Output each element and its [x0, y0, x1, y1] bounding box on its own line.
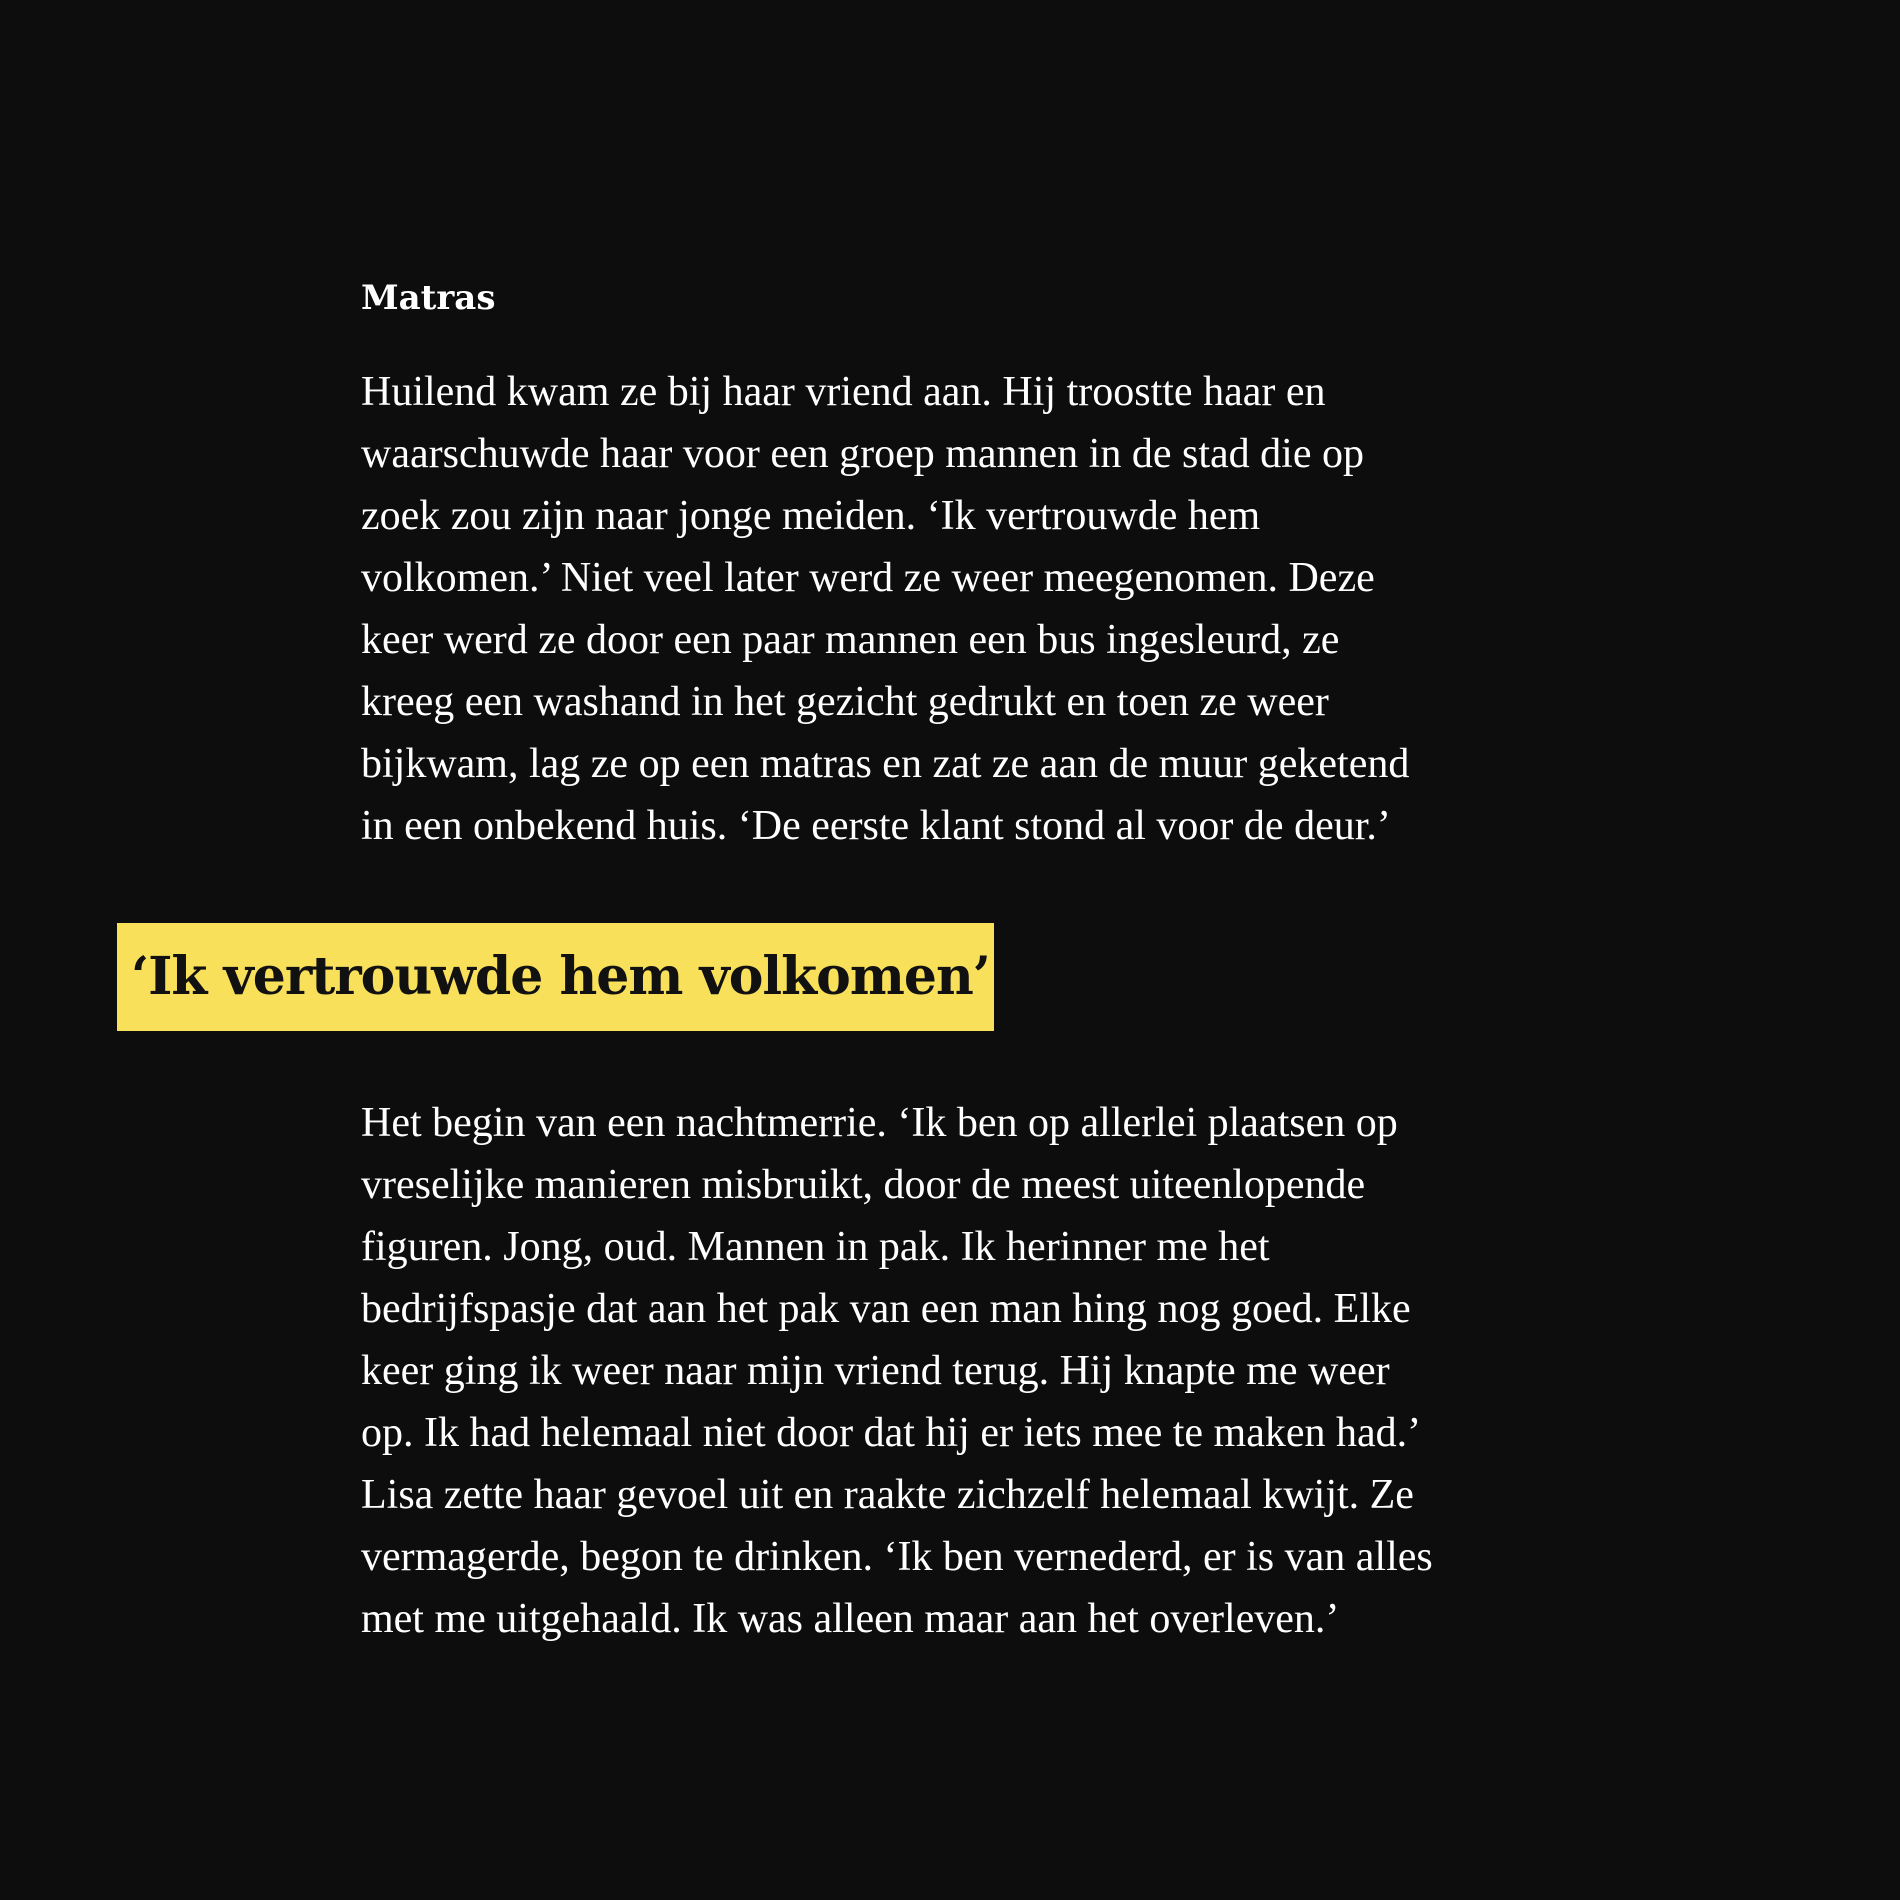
paragraph-line: met me uitgehaald. Ik was alleen maar aan het overleven.’ [361, 1596, 1340, 1642]
paragraph-line: Huilend kwam ze bij haar vriend aan. Hij troostte haar en [361, 369, 1326, 415]
paragraph-line: waarschuwde haar voor een groep mannen in de stad die op [361, 431, 1364, 477]
paragraph-line: kreeg een washand in het gezicht gedrukt en toen ze weer [361, 679, 1329, 725]
paragraph-line: figuren. Jong, oud. Mannen in pak. Ik herinner me het [361, 1224, 1270, 1270]
paragraph-line: Het begin van een nachtmerrie. ‘Ik ben op allerlei plaatsen op [361, 1100, 1398, 1146]
paragraph-line: bijkwam, lag ze op een matras en zat ze aan de muur geketend [361, 741, 1410, 787]
paragraph-line: keer werd ze door een paar mannen een bus ingesleurd, ze [361, 617, 1340, 663]
paragraph-line: bedrijfspasje dat aan het pak van een man hing nog goed. Elke [361, 1286, 1411, 1332]
section-subheading: Matras [361, 278, 496, 318]
pull-quote: ‘Ik vertrouwde hem volkomen’ [117, 923, 994, 1031]
paragraph-line: vreselijke manieren misbruikt, door de meest uiteenlopende [361, 1162, 1366, 1208]
paragraph-line: Lisa zette haar gevoel uit en raakte zichzelf helemaal kwijt. Ze [361, 1472, 1414, 1518]
paragraph-line: volkomen.’ Niet veel later werd ze weer meegenomen. Deze [361, 555, 1375, 601]
body-paragraph-2 [361, 1092, 1581, 1650]
body-paragraph-1 [361, 361, 1581, 857]
paragraph-line: vermagerde, begon te drinken. ‘Ik ben vernederd, er is van alles [361, 1534, 1433, 1580]
paragraph-line: keer ging ik weer naar mijn vriend terug. Hij knapte me weer [361, 1348, 1390, 1394]
paragraph-line: in een onbekend huis. ‘De eerste klant stond al voor de deur.’ [361, 803, 1391, 849]
paragraph-line: zoek zou zijn naar jonge meiden. ‘Ik vertrouwde hem [361, 493, 1261, 539]
paragraph-line: op. Ik had helemaal niet door dat hij er iets mee te maken had.’ [361, 1410, 1422, 1456]
